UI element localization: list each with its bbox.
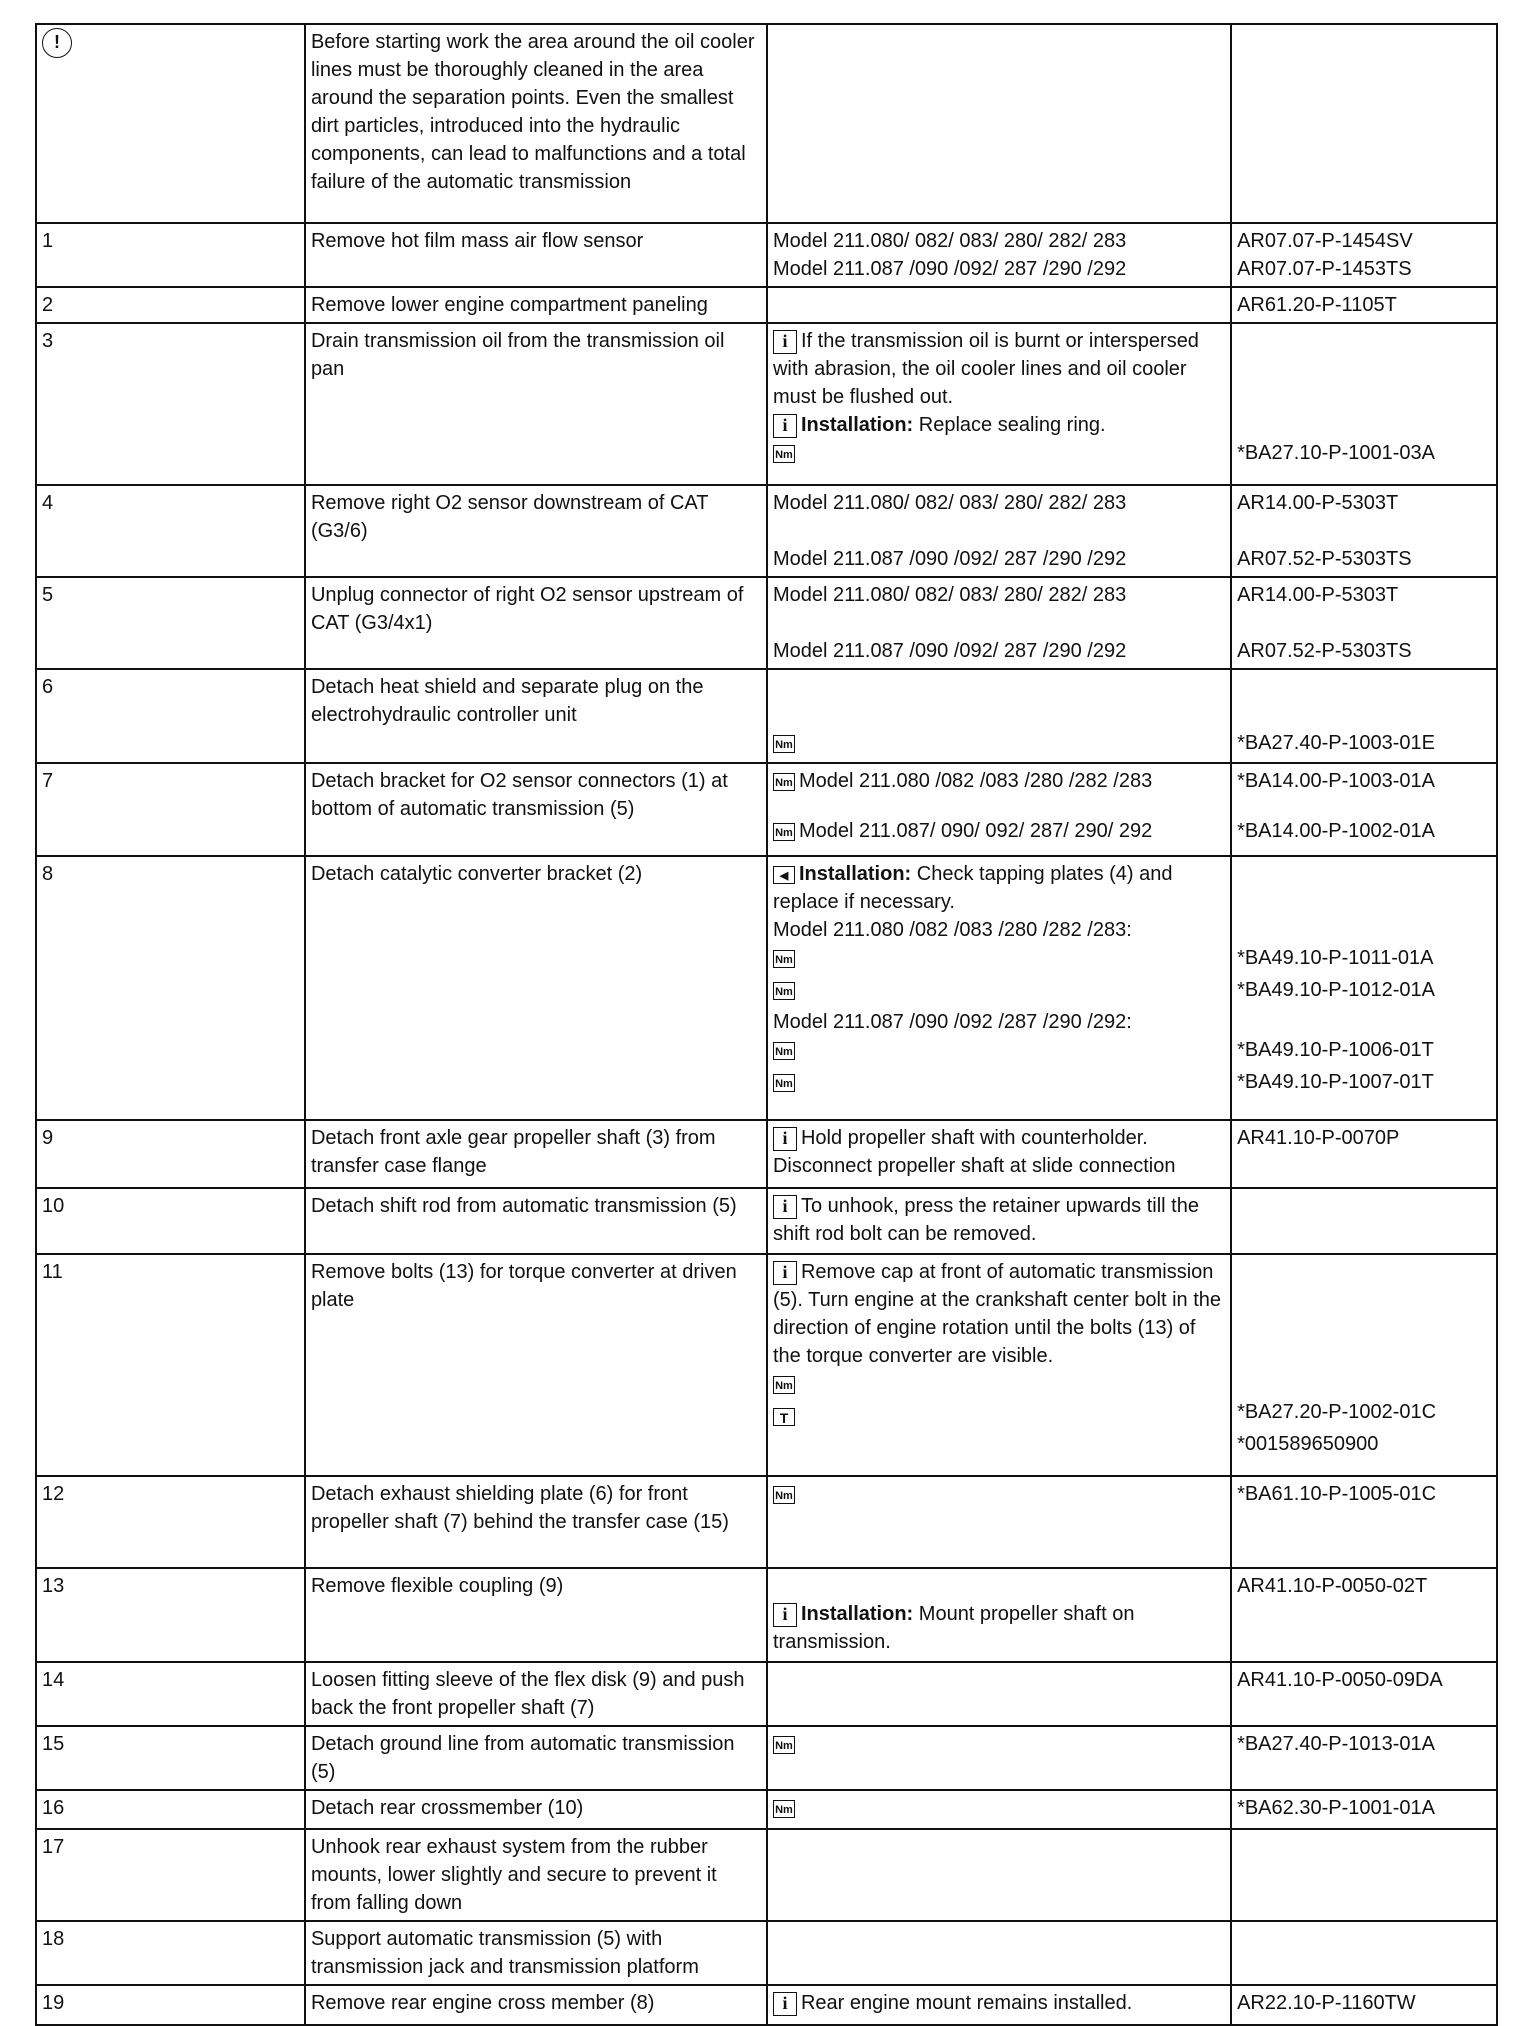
reference-link[interactable]: AR14.00-P-5303T xyxy=(1237,492,1399,514)
info-icon: i xyxy=(773,1195,797,1219)
refs-cell xyxy=(1231,24,1497,223)
notes-cell: Model 211.080/ 082/ 083/ 280/ 282/ 283 Model 211.087 /090 /092/ 287 /290 /292 xyxy=(767,485,1231,577)
step-cell: 18 xyxy=(36,1921,305,1985)
table-row xyxy=(36,1662,1497,1726)
reference-link[interactable]: *BA27.10-P-1001-03A xyxy=(1237,442,1435,464)
step-cell: 6 xyxy=(36,669,305,763)
reference-link[interactable]: *BA61.10-P-1005-01C xyxy=(1237,1483,1437,1505)
refs-cell xyxy=(1231,1985,1497,2025)
table-row xyxy=(36,763,1497,856)
action-cell: Loosen fitting sleeve of the flex disk (9) and push back the front propeller shaft (7) xyxy=(305,1662,767,1726)
step-cell: 1 xyxy=(36,223,305,287)
reference-link[interactable]: AR41.10-P-0070P xyxy=(1237,1127,1400,1149)
notes-cell: Model 211.080/ 082/ 083/ 280/ 282/ 283 Model 211.087 /090 /092/ 287 /290 /292 xyxy=(767,577,1231,669)
reference-link[interactable]: *BA49.10-P-1012-01A xyxy=(1237,979,1435,1001)
action-cell: Detach bracket for O2 sensor connectors (1) at bottom of automatic transmission (5) xyxy=(305,763,767,856)
action-cell: Detach catalytic converter bracket (2) xyxy=(305,856,767,1120)
step-cell: 11 xyxy=(36,1254,305,1476)
torque-icon[interactable]: Nm xyxy=(773,950,795,968)
table-row xyxy=(36,1568,1497,1662)
reference-link[interactable]: *BA49.10-P-1007-01T xyxy=(1237,1071,1434,1093)
action-cell: Detach exhaust shielding plate (6) for front propeller shaft (7) behind the transfer case (15) xyxy=(305,1476,767,1568)
torque-icon[interactable]: Nm xyxy=(773,1736,795,1754)
refs-cell xyxy=(1231,856,1497,1120)
step-cell: 10 xyxy=(36,1188,305,1254)
table-row xyxy=(36,287,1497,323)
reference-link[interactable]: AR22.10-P-1160TW xyxy=(1237,1992,1416,2014)
info-icon: i xyxy=(773,1261,797,1285)
refs-cell xyxy=(1231,1476,1497,1568)
torque-icon[interactable]: Nm xyxy=(773,982,795,1000)
step-cell: 12 xyxy=(36,1476,305,1568)
refs-cell xyxy=(1231,485,1497,577)
reference-link[interactable]: *BA49.10-P-1011-01A xyxy=(1237,947,1434,969)
action-cell: Detach heat shield and separate plug on the electrohydraulic controller unit xyxy=(305,669,767,763)
table-row xyxy=(36,1476,1497,1568)
special-tool-icon[interactable]: T xyxy=(773,1408,795,1426)
table-row xyxy=(36,1985,1497,2025)
action-cell: Detach front axle gear propeller shaft (3) from transfer case flange xyxy=(305,1120,767,1188)
torque-icon[interactable]: Nm xyxy=(773,735,795,753)
reference-link[interactable]: AR07.07-P-1454SV xyxy=(1237,230,1413,252)
reference-link[interactable]: *BA49.10-P-1006-01T xyxy=(1237,1039,1434,1061)
table-row xyxy=(36,223,1497,287)
step-cell: 7 xyxy=(36,763,305,856)
table-row xyxy=(36,577,1497,669)
table-row xyxy=(36,1120,1497,1188)
info-icon: i xyxy=(773,414,797,438)
step-cell: 13 xyxy=(36,1568,305,1662)
refs-cell xyxy=(1231,1829,1497,1921)
table-row xyxy=(36,1254,1497,1476)
table-row xyxy=(36,1790,1497,1829)
notes-cell: i Hold propeller shaft with counterholder. Disconnect propeller shaft at slide connection xyxy=(767,1120,1231,1188)
action-cell: Remove rear engine cross member (8) xyxy=(305,1985,767,2025)
step-cell: 2 xyxy=(36,287,305,323)
table-row xyxy=(36,485,1497,577)
torque-icon[interactable]: Nm xyxy=(773,1042,795,1060)
action-cell: Before starting work the area around the oil cooler lines must be thoroughly cleaned in the area around the separation points. Even the smallest dirt particles, introduced into the hydraulic components, can lead to malfunctions and a total failure of the automatic transmission xyxy=(305,24,767,223)
refs-cell xyxy=(1231,223,1497,287)
notes-cell xyxy=(767,1476,1231,1568)
notes-cell xyxy=(767,1726,1231,1790)
action-cell: Detach rear crossmember (10) xyxy=(305,1790,767,1829)
refs-cell xyxy=(1231,323,1497,485)
info-icon: i xyxy=(773,330,797,354)
table-row xyxy=(36,24,1497,223)
reference-link[interactable]: AR41.10-P-0050-09DA xyxy=(1237,1669,1443,1691)
installation-note-icon: ◀ xyxy=(773,866,795,884)
reference-link[interactable]: *BA27.20-P-1002-01C xyxy=(1237,1401,1437,1423)
refs-cell xyxy=(1231,1254,1497,1476)
reference-link[interactable]: *BA62.30-P-1001-01A xyxy=(1237,1797,1435,1819)
step-cell: 19 xyxy=(36,1985,305,2025)
notes-cell: i Remove cap at front of automatic transmission (5). Turn engine at the crankshaft center bolt in the direction of engine rotation until the bolts (13) of the torque converter are visible. Nm T xyxy=(767,1254,1231,1476)
notes-cell xyxy=(767,24,1231,223)
action-cell: Remove right O2 sensor downstream of CAT (G3/6) xyxy=(305,485,767,577)
action-cell: Unhook rear exhaust system from the rubber mounts, lower slightly and secure to prevent it from falling down xyxy=(305,1829,767,1921)
step-cell: 17 xyxy=(36,1829,305,1921)
notes-cell: i To unhook, press the retainer upwards till the shift rod bolt can be removed. xyxy=(767,1188,1231,1254)
notes-cell: i Installation: Mount propeller shaft on transmission. xyxy=(767,1568,1231,1662)
action-cell: Remove flexible coupling (9) xyxy=(305,1568,767,1662)
notes-cell: Nm Model 211.080 /082 /083 /280 /282 /283 Nm Model 211.087/ 090/ 092/ 287/ 290/ 292 xyxy=(767,763,1231,856)
notes-cell xyxy=(767,287,1231,323)
step-cell: 8 xyxy=(36,856,305,1120)
torque-icon[interactable]: Nm xyxy=(773,445,795,463)
notes-cell xyxy=(767,1662,1231,1726)
table-row xyxy=(36,1829,1497,1921)
refs-cell xyxy=(1231,1726,1497,1790)
action-cell: Remove lower engine compartment paneling xyxy=(305,287,767,323)
step-cell: 4 xyxy=(36,485,305,577)
action-cell: Detach shift rod from automatic transmission (5) xyxy=(305,1188,767,1254)
torque-icon[interactable]: Nm xyxy=(773,1486,795,1504)
step-cell: 9 xyxy=(36,1120,305,1188)
step-cell: 14 xyxy=(36,1662,305,1726)
table-row xyxy=(36,1921,1497,1985)
torque-icon[interactable]: Nm xyxy=(773,773,795,791)
table-row xyxy=(36,1188,1497,1254)
refs-cell xyxy=(1231,1188,1497,1254)
table-row xyxy=(36,856,1497,1120)
notes-cell: i If the transmission oil is burnt or interspersed with abrasion, the oil cooler lines and oil cooler must be flushed out. i Installation: Replace sealing ring. Nm xyxy=(767,323,1231,485)
action-cell: Drain transmission oil from the transmission oil pan xyxy=(305,323,767,485)
table-row xyxy=(36,323,1497,485)
refs-cell xyxy=(1231,1790,1497,1829)
refs-cell xyxy=(1231,1120,1497,1188)
reference-link[interactable]: *BA27.40-P-1013-01A xyxy=(1237,1733,1435,1755)
alert-icon: ! xyxy=(42,28,72,58)
action-cell: Detach ground line from automatic transmission (5) xyxy=(305,1726,767,1790)
reference-link[interactable]: AR41.10-P-0050-02T xyxy=(1237,1575,1428,1597)
table-row xyxy=(36,669,1497,763)
notes-cell xyxy=(767,1790,1231,1829)
refs-cell xyxy=(1231,1921,1497,1985)
refs-cell xyxy=(1231,669,1497,763)
refs-cell xyxy=(1231,1662,1497,1726)
table-row xyxy=(36,1726,1497,1790)
reference-link[interactable]: *BA14.00-P-1002-01A xyxy=(1237,820,1435,842)
action-cell: Unplug connector of right O2 sensor upstream of CAT (G3/4x1) xyxy=(305,577,767,669)
info-icon: i xyxy=(773,1127,797,1151)
refs-cell xyxy=(1231,1568,1497,1662)
info-icon: i xyxy=(773,1992,797,2016)
info-icon: i xyxy=(773,1603,797,1627)
procedure-table xyxy=(35,23,1498,2026)
torque-icon[interactable]: Nm xyxy=(773,1800,795,1818)
torque-icon[interactable]: Nm xyxy=(773,1376,795,1394)
action-cell: Support automatic transmission (5) with transmission jack and transmission platform xyxy=(305,1921,767,1985)
notes-cell: i Rear engine mount remains installed. xyxy=(767,1985,1231,2025)
refs-cell xyxy=(1231,287,1497,323)
reference-link[interactable]: *BA14.00-P-1003-01A xyxy=(1237,770,1435,792)
notes-cell: Model 211.080/ 082/ 083/ 280/ 282/ 283 Model 211.087 /090 /092/ 287 /290 /292 xyxy=(767,223,1231,287)
reference-link[interactable]: AR07.07-P-1453TS xyxy=(1237,258,1412,280)
reference-link[interactable]: *BA27.40-P-1003-01E xyxy=(1237,732,1435,754)
step-cell: 5 xyxy=(36,577,305,669)
reference-link[interactable]: AR07.52-P-5303TS xyxy=(1237,640,1412,662)
reference-link[interactable]: AR14.00-P-5303T xyxy=(1237,584,1399,606)
notes-cell xyxy=(767,669,1231,763)
reference-link[interactable]: AR07.52-P-5303TS xyxy=(1237,548,1412,570)
action-cell: Remove bolts (13) for torque converter at driven plate xyxy=(305,1254,767,1476)
action-cell: Remove hot film mass air flow sensor xyxy=(305,223,767,287)
step-cell: 15 xyxy=(36,1726,305,1790)
notes-cell xyxy=(767,1829,1231,1921)
torque-icon[interactable]: Nm xyxy=(773,823,795,841)
step-cell: 16 xyxy=(36,1790,305,1829)
reference-link[interactable]: AR61.20-P-1105T xyxy=(1237,294,1397,316)
torque-icon[interactable]: Nm xyxy=(773,1074,795,1092)
step-cell xyxy=(36,24,305,223)
step-cell: 3 xyxy=(36,323,305,485)
reference-link[interactable]: *001589650900 xyxy=(1237,1433,1379,1455)
notes-cell: ◀ Installation: Check tapping plates (4) and replace if necessary. Model 211.080 /082 /083 /280 /282 /283: Nm Nm Model 211.087 /090 /092 /287 /290 /292: Nm Nm xyxy=(767,856,1231,1120)
refs-cell xyxy=(1231,763,1497,856)
notes-cell xyxy=(767,1921,1231,1985)
refs-cell xyxy=(1231,577,1497,669)
